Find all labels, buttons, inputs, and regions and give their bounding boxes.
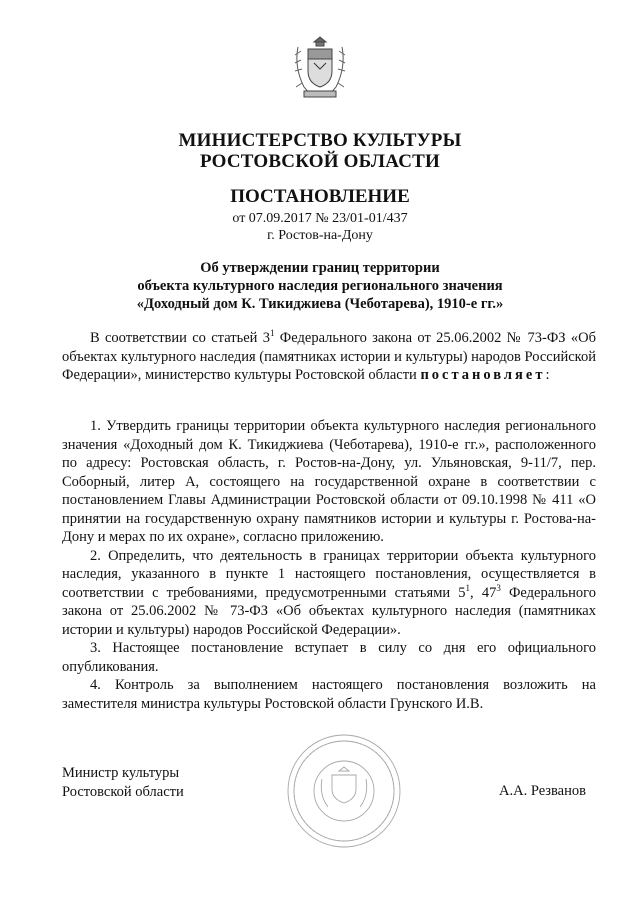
preamble-sup: 1	[269, 328, 275, 339]
item-4: 4. Контроль за выполнением настоящего постановления возложить на заместителя министра культуры Ростовской области Грунского И.В.	[62, 677, 596, 712]
preamble-text-a: В соответствии со статьей 3	[90, 330, 270, 346]
item-2-text-b: , 47	[470, 584, 497, 601]
item-1: 1. Утвердить границы территории объекта культурного наследия регионального значения «Доходный дом К. Тикиджиева (Чеботарева), 1910-е гг.», расположенного по адресу: Ростовская область, г. Ростов-на-Дону, ул. Ульяновская, 9-11/7, пер. Соборный, литер А, состоящего на государственной охране в соответствии с постановлением Главы Администрации Ростовской области от 09.10.1998 № 411 «О принятии на государственную охрану памятников истории и культуры г. Ростова-на-Дону и мерах по их охране», согласно приложению.	[62, 418, 596, 545]
document-subject	[0, 259, 640, 313]
subject-line-2: объекта культурного наследия регионального значения	[137, 278, 503, 294]
item-2-text-a: 2. Определить, что деятельность в границах территории объекта культурного наследия, указанного в пункте 1 настоящего постановления, осуществляется в соответствии с требованиями, предусмотренными статьями 5	[62, 547, 596, 601]
date-number: от 07.09.2017 № 23/01-01/437	[232, 211, 408, 226]
preamble-colon: :	[545, 367, 550, 383]
document-meta	[0, 210, 640, 244]
ministry-line-2: РОСТОВСКОЙ ОБЛАСТИ	[199, 151, 440, 172]
official-stamp-icon	[284, 731, 404, 851]
item-3: 3. Настоящее постановление вступает в силу со дня его официального опубликования.	[62, 640, 596, 675]
signature-position	[62, 764, 184, 802]
subject-line-3: «Доходный дом К. Тикиджиева (Чеботарева), 1910-е гг.»	[136, 296, 504, 312]
coat-of-arms-icon	[290, 33, 350, 101]
preamble	[62, 329, 596, 385]
city: г. Ростов-на-Дону	[267, 228, 373, 243]
signatory-name: А.А. Резванов	[499, 783, 586, 799]
decree-word: постановляет	[420, 367, 546, 383]
preamble-text-b: Федерального закона от 25.06.2002 № 73-ФЗ «Об объектах культурного наследия (памятниках истории и культуры) народов Российской Федерации», министерство культуры Ростовской области	[62, 330, 596, 383]
item-2-sup-1: 1	[465, 582, 471, 593]
preamble-paragraph	[62, 329, 596, 385]
ministry-line-1: МИНИСТЕРСТВО КУЛЬТУРЫ	[178, 130, 462, 151]
subject-line-1: Об утверждении границ территории	[200, 260, 440, 276]
decree-items	[62, 417, 596, 713]
item-2	[62, 547, 596, 640]
position-line-1: Министр культуры	[62, 765, 180, 781]
document-type: ПОСТАНОВЛЕНИЕ	[230, 186, 410, 207]
ministry-heading	[0, 130, 640, 172]
item-2-sup-2: 3	[496, 582, 501, 593]
item-2-text-c: Федерального закона от 25.06.2002 № 73-ФЗ «Об объектах культурного наследия (памятниках истории и культуры) народов Российской Федерации».	[62, 584, 596, 638]
position-line-2: Ростовской области	[62, 784, 184, 800]
